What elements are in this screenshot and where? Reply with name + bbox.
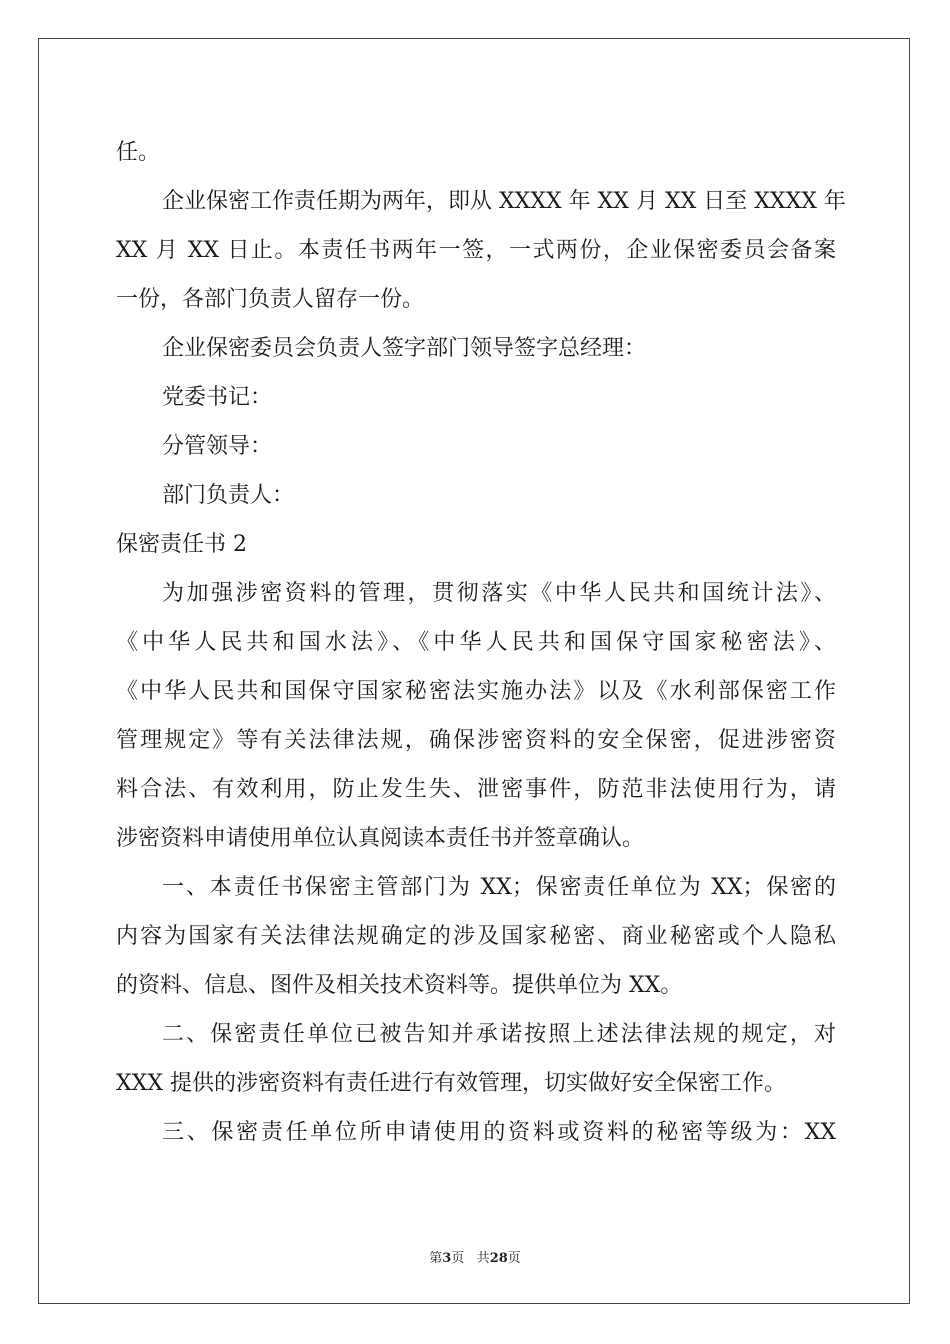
text-line: 涉密资料申请使用单位认真阅读本责任书并签章确认。 (116, 826, 645, 851)
text-line: XXX 提供的涉密资料有责任进行有效管理，切实做好安全保密工作。 (116, 1071, 786, 1096)
footer-total-pages: 28 (489, 1251, 508, 1266)
text-line: 任。 (116, 140, 161, 165)
text-line: 二、保密责任单位已被告知并承诺按照上述法律法规的规定，对 (162, 1022, 836, 1047)
text-line: 为加强涉密资料的管理，贯彻落实《中华人民共和国统计法》、 (162, 581, 836, 606)
text-line: 企业保密工作责任期为两年，即从 XXXX 年 XX 月 XX 日至 XXXX 年 (162, 189, 846, 214)
text-line: XX 月 XX 日止。本责任书两年一签，一式两份，企业保密委员会备案 (116, 238, 836, 263)
text-line: 《中华人民共和国保守国家秘密法实施办法》以及《水利部保密工作 (116, 679, 836, 704)
text-line: 料合法、有效利用，防止发生失、泄密事件，防范非法使用行为，请 (116, 777, 836, 802)
page-footer (0, 1247, 950, 1266)
text-line: 保密责任书 2 (116, 532, 247, 557)
footer-total-prefix: 共 (476, 1251, 490, 1266)
text-line: 内容为国家有关法律法规确定的涉及国家秘密、商业秘密或个人隐私 (116, 924, 836, 949)
text-line: 一份，各部门负责人留存一份。 (116, 287, 425, 312)
text-line: 管理规定》等有关法律法规，确保涉密资料的安全保密，促进涉密资 (116, 728, 836, 753)
text-line: 一、本责任书保密主管部门为 XX；保密责任单位为 XX；保密的 (162, 875, 836, 900)
footer-total-suffix: 页 (507, 1251, 521, 1266)
footer-page-word: 页 (451, 1251, 465, 1266)
text-line: 分管领导： (162, 434, 273, 459)
text-line: 三、保密责任单位所申请使用的资料或资料的秘密等级为：XX (162, 1120, 836, 1145)
footer-prefix: 第 (429, 1251, 443, 1266)
text-line: 的资料、信息、图件及相关技术资料等。提供单位为 XX。 (116, 973, 683, 998)
text-line: 党委书记： (162, 385, 273, 410)
document-body (116, 128, 846, 1157)
text-line: 部门负责人： (162, 483, 295, 508)
text-line: 《中华人民共和国水法》、《中华人民共和国保守国家秘密法》、 (116, 630, 836, 655)
text-line: 企业保密委员会负责人签字部门领导签字总经理： (162, 336, 647, 361)
footer-current-page: 3 (442, 1251, 452, 1266)
